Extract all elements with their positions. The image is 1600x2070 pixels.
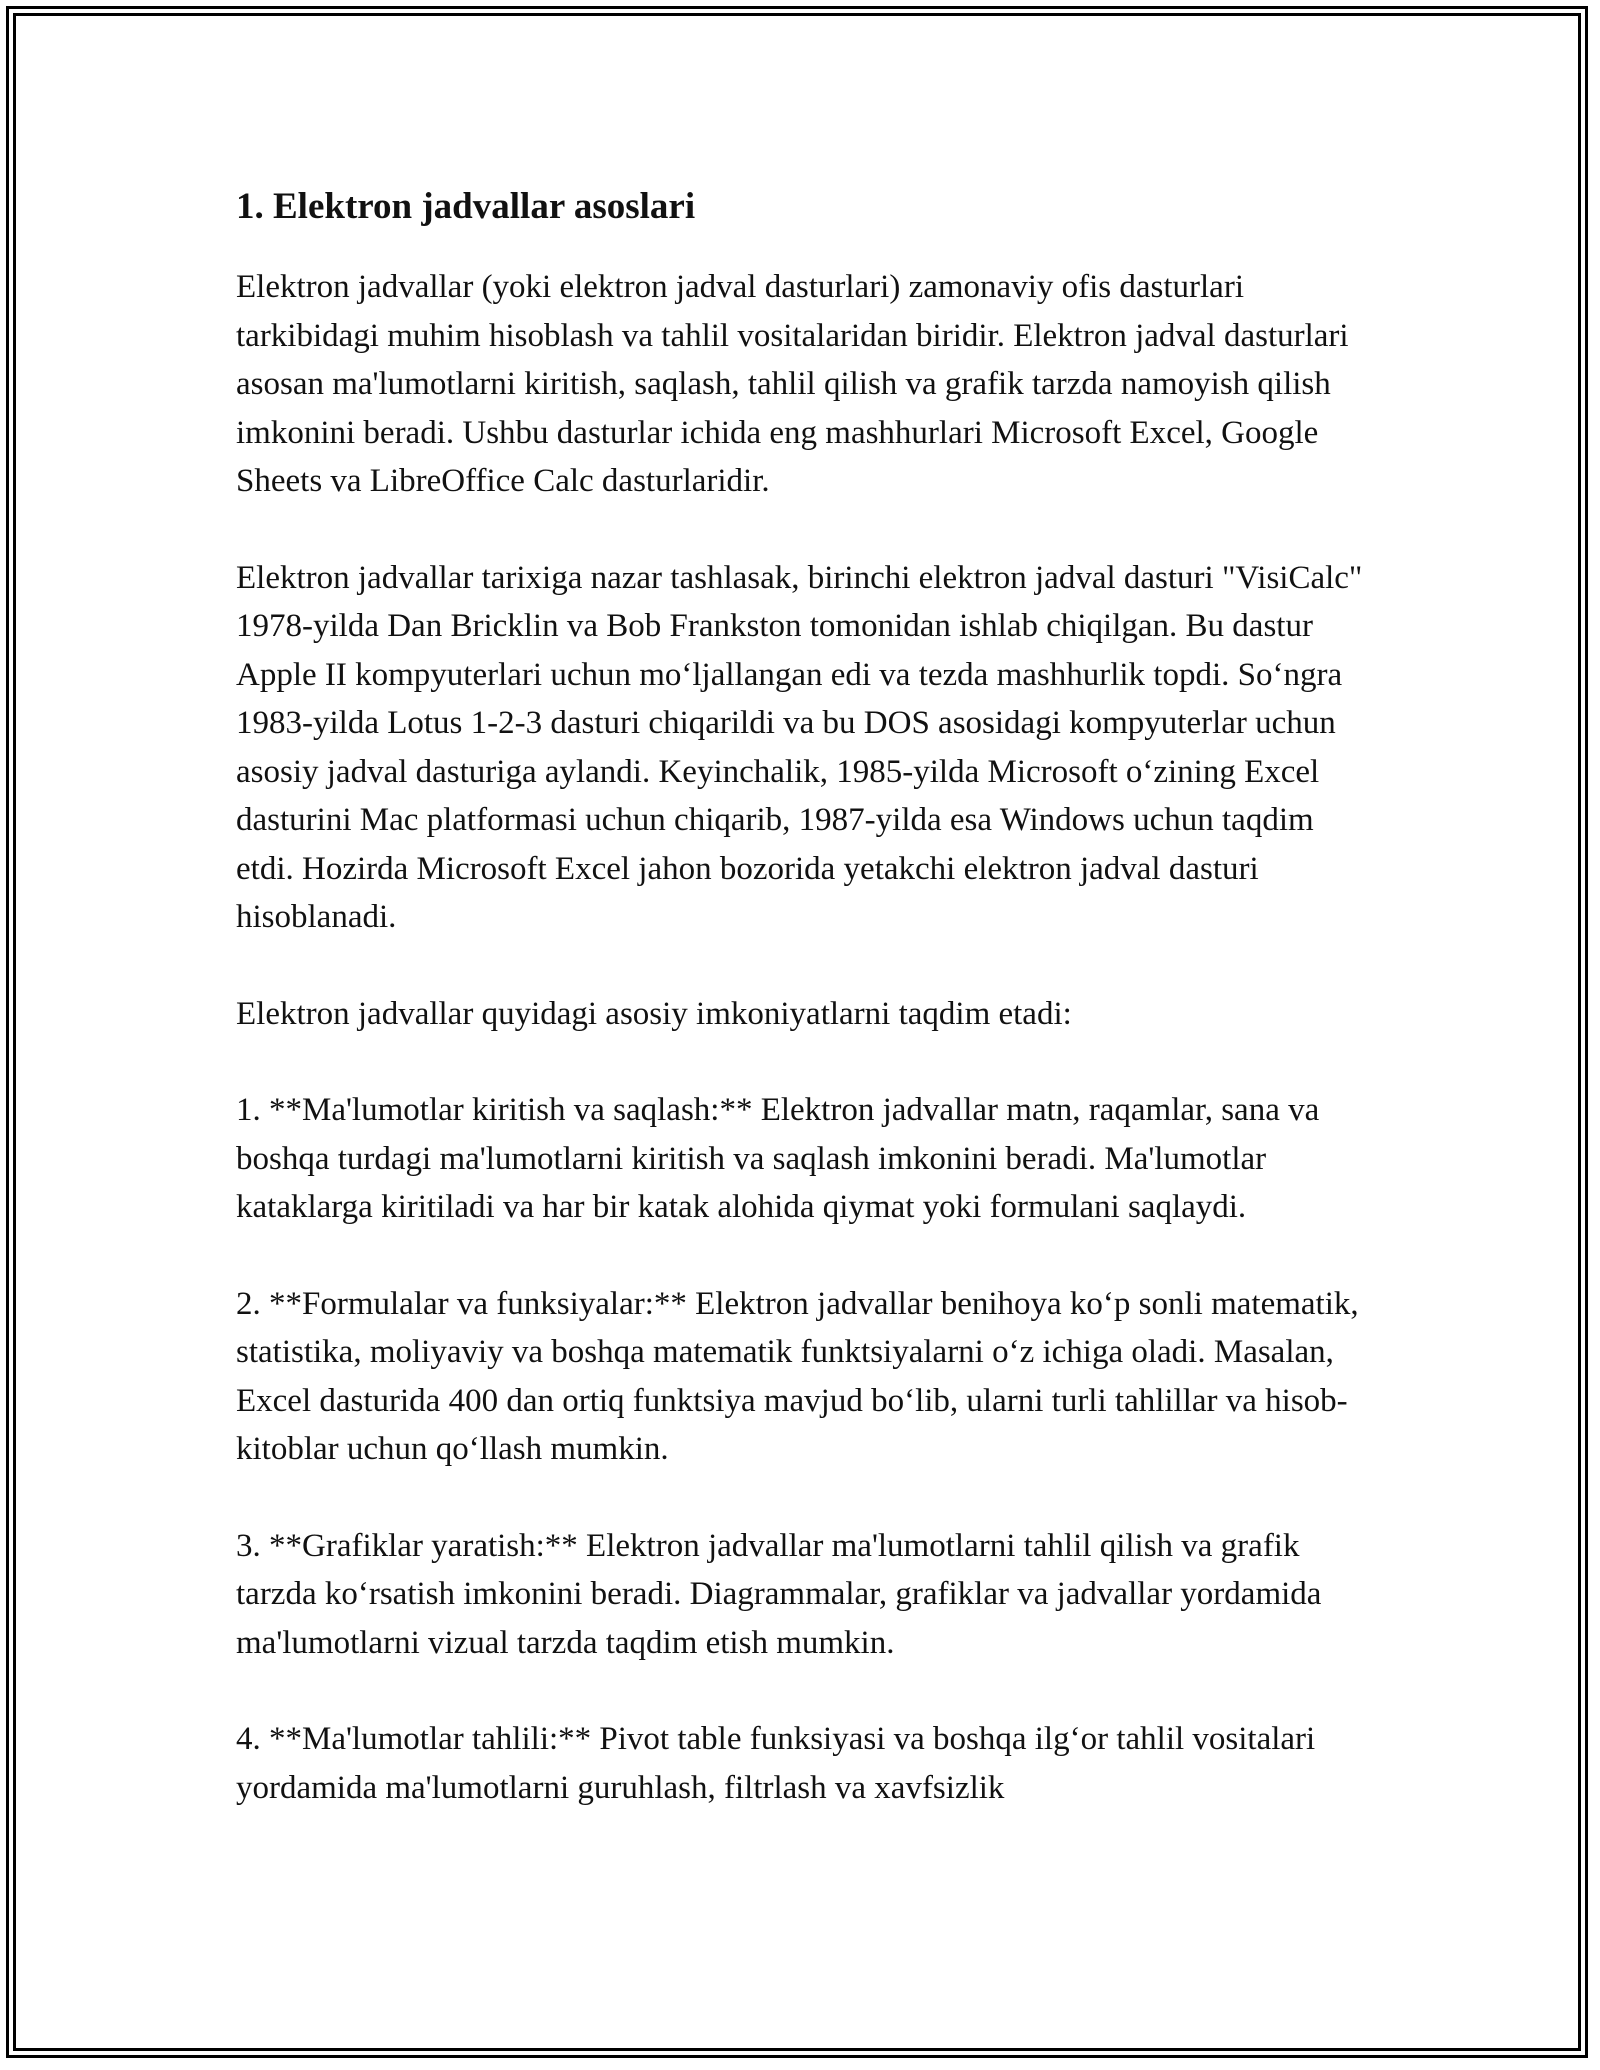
list-item-data-analysis: 4. **Ma'lumotlar tahlili:** Pivot table funksiyasi va boshqa ilg‘or tahlil vositalari yordamida ma'lumotlarni guruhlash, filtrlash va xavfsizlik [236,1721,1316,1806]
list-item-data-entry: 1. **Ma'lumotlar kiritish va saqlash:** Elektron jadvallar matn, raqamlar, sana va boshqa turdagi ma'lumotlarni kiritish va saqlash imkonini beradi. Ma'lumotlar kataklarga kiritiladi va har bir katak alohida qiymat yoki formulani saqlaydi. [236,1092,1320,1225]
section-heading: 1. Elektron jadvallar asoslari [236,186,696,227]
list-item-formulas: 2. **Formulalar va funksiyalar:** Elektron jadvallar benihoya ko‘p sonli matematik, statistika, moliyaviy va boshqa matematik funktsiyalarni o‘z ichiga oladi. Masalan, Excel dasturida 400 dan ortiq funktsiya mavjud bo‘lib, ularni turli tahlillar va hisob-kitoblar uchun qo‘llash mumkin. [236,1285,1359,1467]
document-body [236,185,1376,1812]
paragraph-intro: Elektron jadvallar (yoki elektron jadval dasturlari) zamonaviy ofis dasturlari tarkibidagi muhim hisoblash va tahlil vositalaridan biridir. Elektron jadval dasturlari asosan ma'lumotlarni kiritish, saqlash, tahlil qilish va grafik tarzda namoyish qilish imkonini beradi. Ushbu dasturlar ichida eng mashhurlari Microsoft Excel, Google Sheets va LibreOffice Calc dasturlaridir. [236,269,1349,499]
paragraph-history: Elektron jadvallar tarixiga nazar tashlasak, birinchi elektron jadval dasturi "VisiCalc" 1978-yilda Dan Bricklin va Bob Frankston tomonidan ishlab chiqilgan. Bu dastur Apple II kompyuterlari uchun mo‘ljallangan edi va tezda mashhurlik topdi. So‘ngra 1983-yilda Lotus 1-2-3 dasturi chiqarildi va bu DOS asosidagi kompyuterlar uchun asosiy jadval dasturiga aylandi. Keyinchalik, 1985-yilda Microsoft o‘zining Excel dasturini Mac platformasi uchun chiqarib, 1987-yilda esa Windows uchun taqdim etdi. Hozirda Microsoft Excel jahon bozorida yetakchi elektron jadval dasturi hisoblanadi. [236,559,1363,935]
list-item-charts: 3. **Grafiklar yaratish:** Elektron jadvallar ma'lumotlarni tahlil qilish va grafik tarzda ko‘rsatish imkonini beradi. Diagrammalar, grafiklar va jadvallar yordamida ma'lumotlarni vizual tarzda taqdim etish mumkin. [236,1527,1322,1661]
paragraph-features-intro: Elektron jadvallar quyidagi asosiy imkoniyatlarni taqdim etadi: [236,995,1072,1032]
